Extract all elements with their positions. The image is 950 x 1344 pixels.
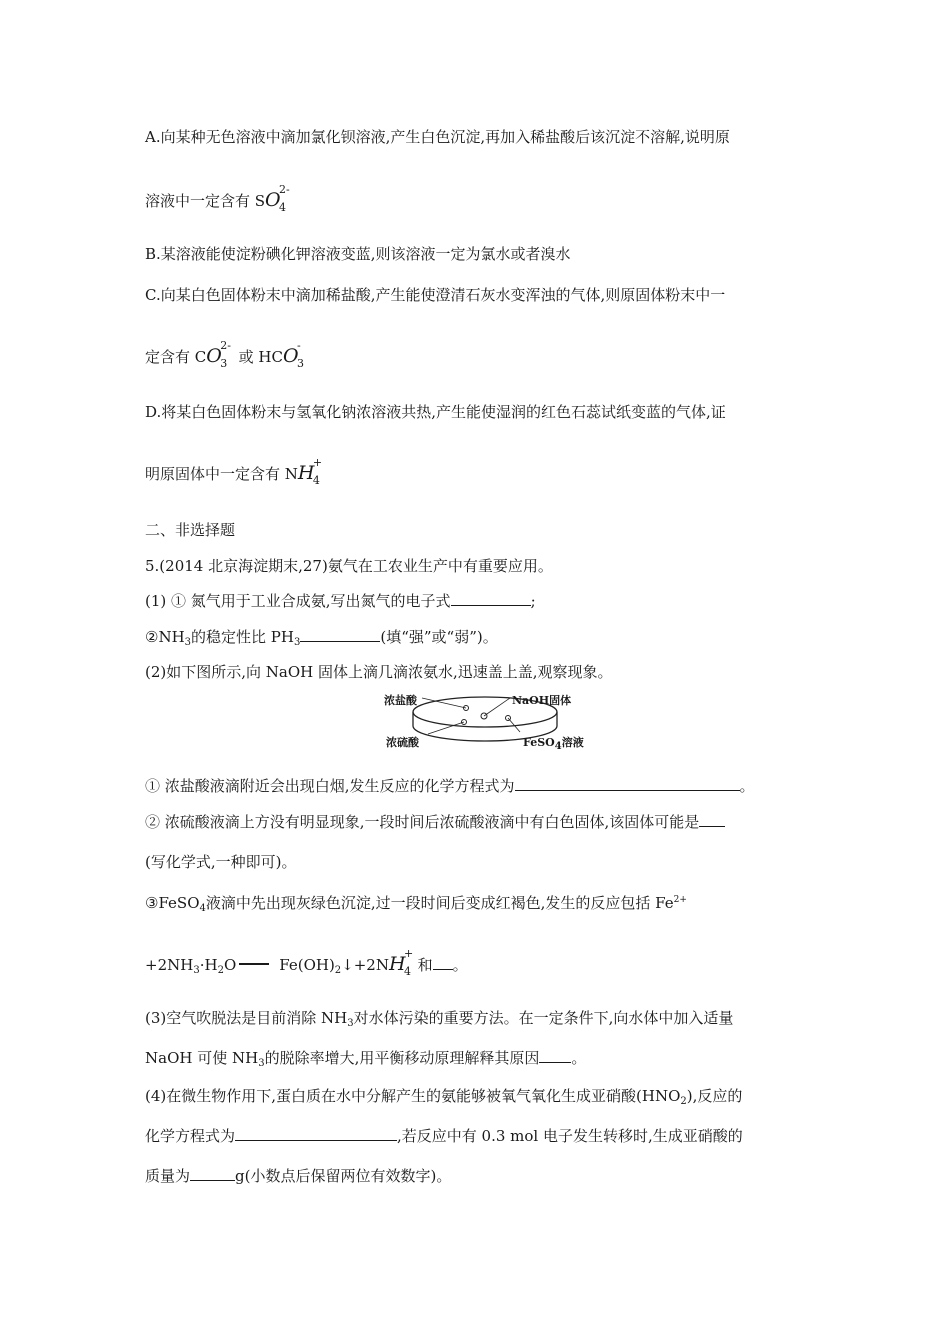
section-title: 二、非选择题 <box>145 521 236 539</box>
q5-part4-text3: 质量为 <box>145 1167 191 1185</box>
q5-part1a-end: ; <box>530 592 536 610</box>
answer-blank[interactable] <box>433 955 453 970</box>
answer-blank[interactable] <box>699 812 725 827</box>
answer-blank[interactable] <box>235 1126 397 1141</box>
option-a-line1: A.向某种无色溶液中滴加氯化钡溶液,产生白色沉淀,再加入稀盐酸后该沉淀不溶解,说明原 <box>145 128 730 146</box>
option-b: B.某溶液能使淀粉碘化钾溶液变蓝,则该溶液一定为氯水或者溴水 <box>145 245 571 263</box>
petri-dish-figure <box>380 688 590 750</box>
figure-label-hcl: 浓盐酸 <box>384 694 417 707</box>
option-d-line1: D.将某白色固体粉末与氢氧化钠浓溶液共热,产生能使湿润的红色石蕊试纸变蓝的气体,证 <box>145 403 726 421</box>
q5-part2b-line2: (写化学式,一种即可)。 <box>145 853 297 871</box>
q5-part2c-eq: +2NH <box>145 956 194 974</box>
ammonium-ion: H + 4 <box>388 947 414 978</box>
bicarbonate-ion: O - 3 <box>282 339 304 370</box>
q5-part1b-text: ②NH <box>145 628 185 646</box>
sulfate-ion: O 2- 4 <box>265 183 290 214</box>
option-d-line2 <box>145 456 323 487</box>
q5-part4-line1: (4)在微生物作用下,蛋白质在水中分解产生的氨能够被氧气氧化生成亚硝酸$(HNO_2)$,反应的 <box>145 1087 743 1107</box>
q5-part2b-line1 <box>145 812 725 832</box>
q5-part3-text: (3)空气吹脱法是目前消除 NH <box>145 1009 348 1027</box>
answer-blank[interactable] <box>451 591 531 606</box>
answer-blank[interactable] <box>515 776 740 791</box>
q5-part4-line2: 化学方程式为 ,若反应中有 0.3 mol 电子发生转移时,生成亚硝酸的 <box>145 1127 743 1145</box>
option-d-text: 明原固体中一定含有 N <box>145 465 298 483</box>
answer-blank[interactable] <box>539 1048 571 1063</box>
q5-part2c-text: ③FeSO <box>145 894 200 912</box>
q5-part2c-line1: ③FeSO$_4$液滴中先出现灰绿色沉淀,过一段时间后变成红褐色,发生的反应包括 $Fe^{2+}$ <box>145 894 687 914</box>
q5-stem: 5.(2014 北京海淀期末,27)氨气在工农业生产中有重要应用。 <box>145 557 553 575</box>
q5-part2: (2)如下图所示,向 NaOH 固体上滴几滴浓氨水,迅速盖上盖,观察现象。 <box>145 663 613 681</box>
option-c-line2 <box>145 339 304 370</box>
option-a-text: 溶液中一定含有 S <box>145 192 266 210</box>
q5-part3-line2: NaOH 可使 $NH_3$的脱除率增大,用平衡移动原理解释其原因 。 <box>145 1049 587 1069</box>
q5-part4-text: (4)在微生物作用下,蛋白质在水中分解产生的氨能够被氧气氧化生成亚硝酸(HNO <box>145 1087 681 1105</box>
option-c-text: 定含有 C <box>145 348 207 366</box>
q5-part4-line3: 质量为 g(小数点后保留两位有效数字)。 <box>145 1167 452 1185</box>
ammonium-ion: H + 4 <box>297 456 323 487</box>
answer-blank[interactable] <box>300 627 380 642</box>
reaction-arrow <box>239 963 269 965</box>
figure-label-naoh: NaOH固体 <box>512 694 572 707</box>
q5-part3-text2: NaOH 可使 NH <box>145 1049 259 1067</box>
q5-part1a-text: (1) ① 氮气用于工业合成氨,写出氮气的电子式 <box>145 592 451 610</box>
figure-label-feso4: FeSO4溶液 <box>523 736 584 752</box>
q5-part2b-text: ② 浓硫酸液滴上方没有明显现象,一段时间后浓硫酸液滴中有白色固体,该固体可能是 <box>145 813 700 831</box>
q5-part2c-line2: $+2NH_3\cdot H_2O$ $Fe(OH)_2↓+2NH$ + 4 和 。 <box>145 947 468 978</box>
q5-part2a-text: ① 浓盐酸液滴附近会出现白烟,发生反应的化学方程式为 <box>145 777 515 795</box>
q5-part2a: ① 浓盐酸液滴附近会出现白烟,发生反应的化学方程式为 。 <box>145 777 755 795</box>
carbonate-ion: O 2- 3 <box>206 339 231 370</box>
figure-label-h2so4: 浓硫酸 <box>386 736 419 749</box>
q5-part1b: $②NH_3$的稳定性比 $PH_3$ (填“强”或“弱”)。 <box>145 628 498 648</box>
q5-part3-line1: (3)空气吹脱法是目前消除 $NH_3$对水体污染的重要方法。在一定条件下,向水体中加入适量 <box>145 1009 734 1029</box>
option-c-or: 或 HC <box>233 348 283 366</box>
answer-blank[interactable] <box>190 1166 235 1181</box>
q5-part4-text2: 化学方程式为 <box>145 1127 236 1145</box>
q5-part1a <box>145 591 536 611</box>
option-a-line2 <box>145 183 290 214</box>
option-c-line1: C.向某白色固体粉末中滴加稀盐酸,产生能使澄清石灰水变浑浊的气体,则原固体粉末中一 <box>145 286 726 304</box>
